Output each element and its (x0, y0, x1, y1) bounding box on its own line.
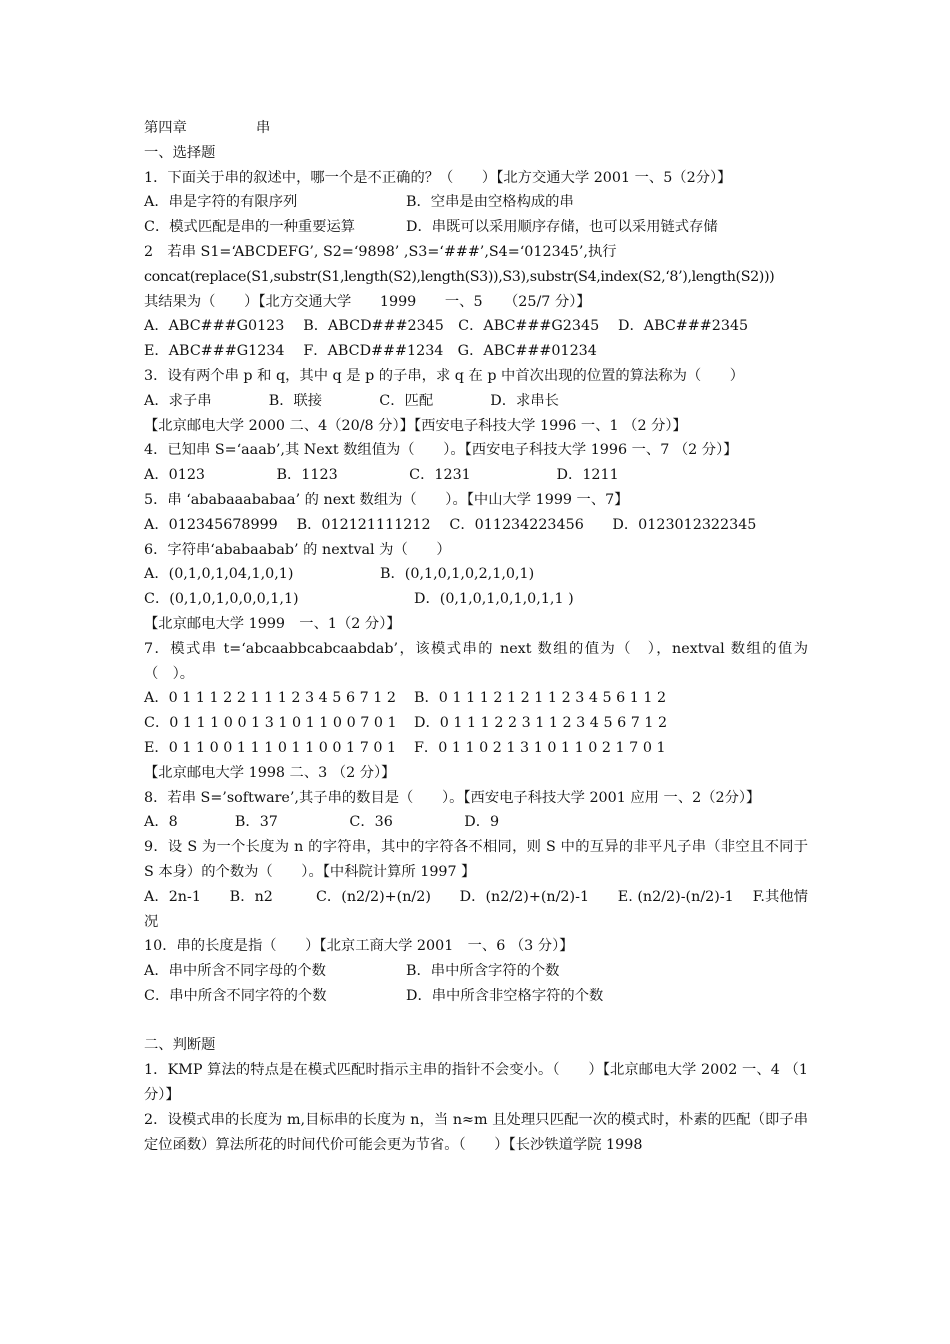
question-2-options-row-1: A．ABC###G0123 B．ABCD###2345 C．ABC###G2345 D．ABC###2345 (144, 318, 749, 335)
question-1-option-c: C．模式匹配是串的一种重要运算 (144, 219, 356, 236)
question-7-options-row-1 (144, 686, 808, 711)
question-6-option-d: D．(0,1,0,1,0,1,0,1,1 ) (414, 591, 574, 608)
question-5-options: A．012345678999 B．012121111212 C．011234223456 D．0123012322345 (144, 516, 757, 533)
question-9-options: A．2n-1 B．n2 C．(n2/2)+(n/2) D．(n2/2)+(n/2)-1 E. (n2/2)-(n/2)-1 F.其他情况 (144, 888, 808, 930)
question-4-stem: 4．已知串 S=‘aaab’,其 Next 数组值为（ ）。【西安电子科技大学 1996 一、7 （2 分）】 (144, 442, 738, 459)
judgment-2-stem: 2．设模式串的长度为 m,目标串的长度为 n，当 n≈m 且处理只匹配一次的模式时，朴素的匹配（即子串定位函数）算法所花的时间代价可能会更为节省。（ ）【长沙铁道学院 1998 (144, 1111, 808, 1153)
question-6-option-a: A．(0,1,0,1,04,1,0,1) (144, 566, 294, 583)
question-7-option-a: A．0 1 1 1 2 2 1 1 1 2 3 4 5 6 7 1 2 (144, 690, 396, 707)
question-6-options-row-1 (144, 562, 808, 587)
question-2-line-1: 2 若串 S1=‘ABCDEFG’, S2=‘9898’ ,S3=‘###’,S4=‘012345’,执行 (144, 243, 617, 260)
question-1-option-d: D．串既可以采用顺序存储，也可以采用链式存储 (406, 219, 718, 236)
question-10-stem: 10．串的长度是指（ ）【北京工商大学 2001 一、6 （3 分）】 (144, 938, 574, 955)
question-5-stem: 5．串 ‘ababaaababaa’ 的 next 数组为（ ）。【中山大学 1999 一、7】 (144, 491, 629, 508)
question-3-stem: 3．设有两个串 p 和 q，其中 q 是 p 的子串，求 q 在 p 中首次出现的位置的算法称为（ ） (144, 367, 745, 384)
question-10-option-b: B．串中所含字符的个数 (406, 963, 560, 980)
question-6-option-b: B．(0,1,0,1,0,2,1,0,1) (380, 566, 535, 583)
question-7-source: 【北京邮电大学 1998 二、3 （2 分）】 (144, 764, 396, 781)
question-7-option-e: E．0 1 1 0 0 1 1 1 0 1 1 0 0 1 7 0 1 (144, 739, 397, 756)
question-3-source: 【北京邮电大学 2000 二、4（20/8 分）】【西安电子科技大学 1996 一、1 （2 分）】 (144, 417, 687, 434)
question-1-options-row-1 (144, 190, 808, 215)
question-1-option-a: A．串是字符的有限序列 (144, 194, 298, 211)
question-7-option-d: D．0 1 1 1 2 2 3 1 1 2 3 4 5 6 7 1 2 (414, 715, 668, 732)
question-7-stem: 7．模式串 t=‘abcaabbcabcaabdab’，该模式串的 next 数组的值为（ ），nextval 数组的值为（ ）。 (144, 640, 808, 682)
question-8-options: A．8 B．37 C．36 D．9 (144, 814, 500, 831)
judgment-1-stem: 1．KMP 算法的特点是在模式匹配时指示主串的指针不会变小。（ ）【北京邮电大学 2002 一、4 （1 分）】 (144, 1062, 808, 1104)
question-7-options-row-3 (144, 736, 808, 761)
question-4-options: A．0123 B．1123 C．1231 D．1211 (144, 467, 619, 484)
question-1-stem: 1．下面关于串的叙述中，哪一个是不正确的？（ ）【北方交通大学 2001 一、5（2分）】 (144, 169, 732, 186)
document-content (144, 116, 808, 1157)
section-title-judgment: 二、判断题 (144, 1037, 216, 1054)
question-1-options-row-2 (144, 215, 808, 240)
question-3-options: A．求子串 B．联接 C．匹配 D．求串长 (144, 392, 559, 409)
question-10-options-row-2 (144, 984, 808, 1009)
question-10-option-c: C．串中所含不同字符的个数 (144, 987, 327, 1004)
question-2-line-2: concat(replace(S1,substr(S1,length(S2),length(S3)),S3),substr(S4,index(S2,‘8’),length(S2))) (144, 268, 775, 285)
section-spacer (144, 1009, 808, 1034)
section-title-choice: 一、选择题 (144, 144, 216, 161)
question-2-options-row-2: E．ABC###G1234 F．ABCD###1234 G．ABC###01234 (144, 343, 597, 360)
question-7-option-f: F．0 1 1 0 2 1 3 1 0 1 1 0 2 1 7 0 1 (414, 739, 666, 756)
question-1-option-b: B．空串是由空格构成的串 (406, 194, 574, 211)
chapter-title: 串 (256, 120, 271, 136)
question-10-option-d: D．串中所含非空格字符的个数 (406, 987, 604, 1004)
chapter-number: 第四章 (144, 120, 187, 136)
question-6-source: 【北京邮电大学 1999 一、1（2 分）】 (144, 615, 401, 632)
question-6-options-row-2 (144, 587, 808, 612)
question-7-option-c: C．0 1 1 1 0 0 1 3 1 0 1 1 0 0 7 0 1 (144, 715, 397, 732)
question-7-option-b: B．0 1 1 1 2 1 2 1 1 2 3 4 5 6 1 1 2 (414, 690, 667, 707)
question-10-option-a: A．串中所含不同字母的个数 (144, 963, 326, 980)
question-6-stem: 6．字符串‘ababaabab’ 的 nextval 为（ ） (144, 541, 451, 558)
question-9-stem: 9．设 S 为一个长度为 n 的字符串，其中的字符各不相同，则 S 中的互异的非平凡子串（非空且不同于 S 本身）的个数为（ ）。【中科院计算所 1997 】 (144, 839, 808, 880)
question-10-options-row-1 (144, 959, 808, 984)
question-2-line-3: 其结果为（ ）【北方交通大学 1999 一、5 （25/7 分）】 (144, 293, 591, 310)
question-6-option-c: C．(0,1,0,1,0,0,0,1,1) (144, 591, 299, 608)
question-8-stem: 8．若串 S=’software’,其子串的数目是（ ）。【西安电子科技大学 2001 应用 一、2（2分）】 (144, 789, 761, 806)
chapter-heading (144, 116, 808, 141)
question-7-options-row-2 (144, 711, 808, 736)
